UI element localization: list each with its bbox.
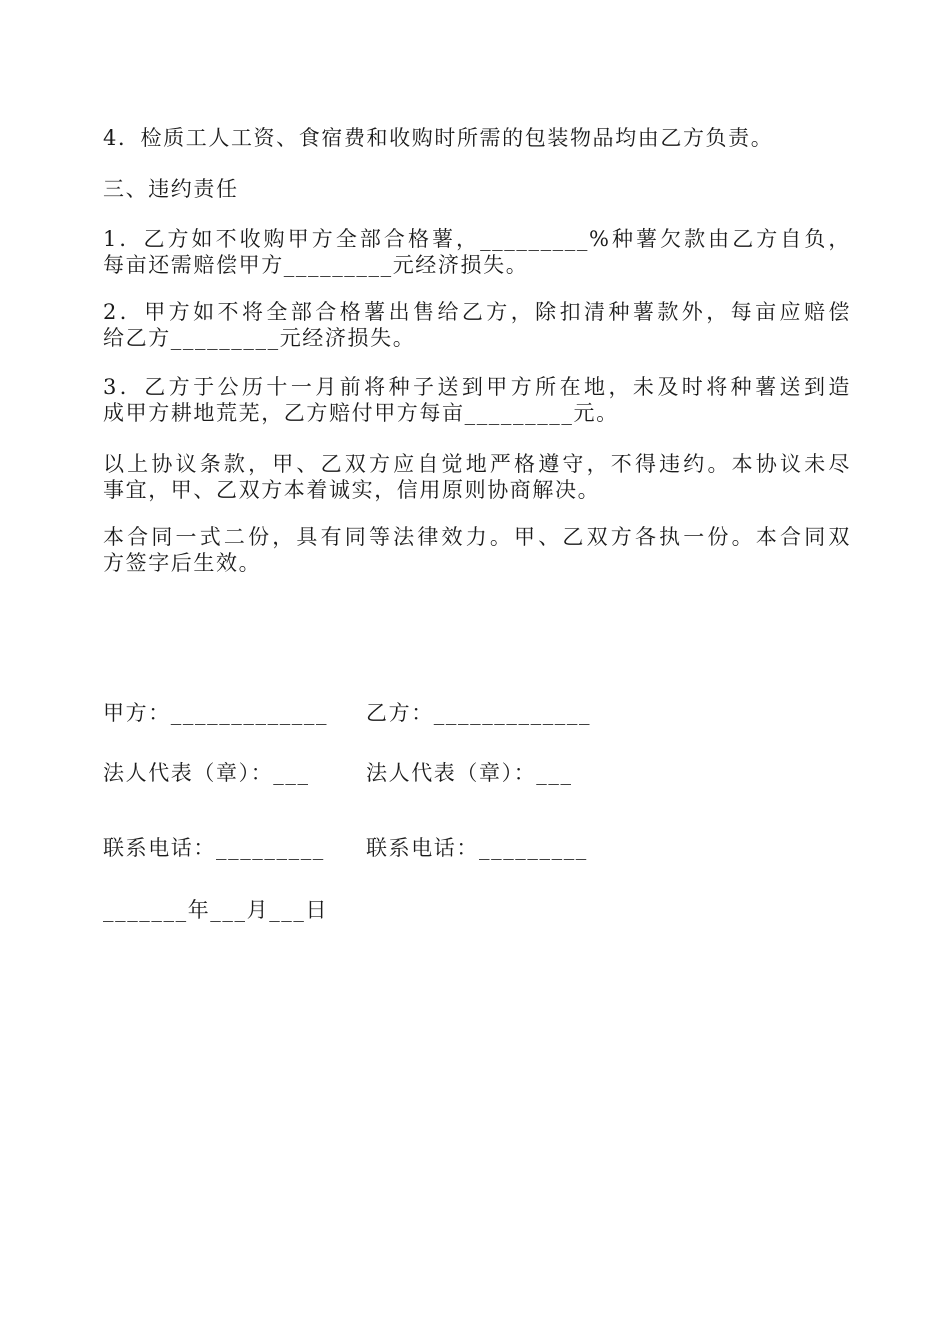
breach-clause-2-line-1: 2．甲方如不将全部合格薯出售给乙方，除扣清种薯款外，每亩应赔偿	[103, 300, 851, 324]
party-a-phone: 联系电话：_________	[103, 836, 325, 860]
copies-clause-line-2: 方签字后生效。	[103, 551, 262, 575]
breach-clause-2-line-2: 给乙方_________元经济损失。	[103, 326, 416, 350]
party-a-signature: 甲方：_____________	[103, 701, 329, 725]
party-b-phone: 联系电话：_________	[366, 836, 588, 860]
section-heading-breach: 三、违约责任	[103, 177, 239, 201]
breach-clause-1-line-2: 每亩还需赔偿甲方_________元经济损失。	[103, 253, 529, 277]
clause-item-4: 4．检质工人工资、食宿费和收购时所需的包装物品均由乙方负责。	[103, 126, 774, 150]
party-b-signature: 乙方：_____________	[366, 701, 592, 725]
signing-date: _______年___月___日	[103, 898, 329, 922]
party-a-legal-representative: 法人代表（章）：___	[103, 761, 310, 785]
compliance-clause-line-2: 事宜，甲、乙双方本着诚实，信用原则协商解决。	[103, 478, 601, 502]
party-b-legal-representative: 法人代表（章）：___	[366, 761, 573, 785]
compliance-clause-line-1: 以上协议条款，甲、乙双方应自觉地严格遵守，不得违约。本协议未尽	[103, 452, 851, 476]
breach-clause-3-line-1: 3．乙方于公历十一月前将种子送到甲方所在地，未及时将种薯送到造	[103, 375, 851, 399]
breach-clause-3-line-2: 成甲方耕地荒芜，乙方赔付甲方每亩_________元。	[103, 401, 619, 425]
breach-clause-1-line-1: 1．乙方如不收购甲方全部合格薯，_________%种薯欠款由乙方自负，	[103, 227, 851, 251]
copies-clause-line-1: 本合同一式二份，具有同等法律效力。甲、乙双方各执一份。本合同双	[103, 525, 851, 549]
